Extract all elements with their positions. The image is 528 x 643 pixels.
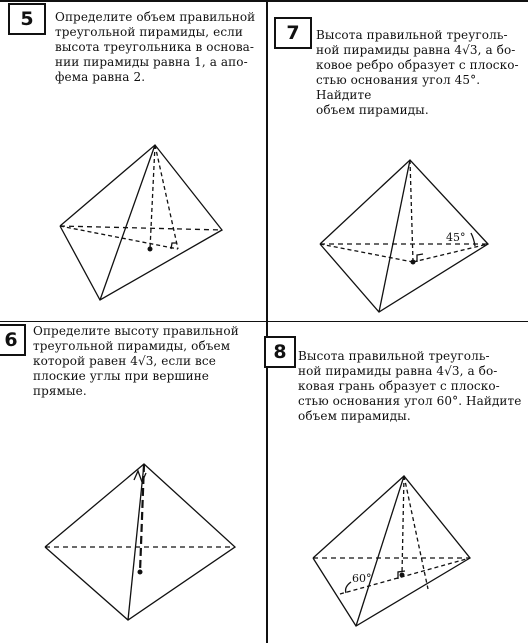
- text-line: Определите высоту правильной: [33, 324, 239, 338]
- text-line: Высота правильной треуголь-: [316, 28, 508, 42]
- angle-label: 45°: [446, 231, 466, 244]
- problem-number: 5: [8, 3, 46, 35]
- pyramid-figure: [268, 0, 528, 321]
- text-line: высота треугольника в основа-: [55, 40, 255, 54]
- text-line: треугольной пирамиды, если: [55, 25, 243, 39]
- problem-number: 8: [264, 336, 296, 368]
- text-line: стью основания угол 45°. Найдите: [316, 73, 481, 102]
- text-line: ковое ребро образует с плоско-: [316, 58, 519, 72]
- text-line: ной пирамиды равна 4√3, а бо-: [298, 364, 498, 378]
- problem-8-panel: [268, 322, 528, 643]
- text-line: стью основания угол 60°. Найдите: [298, 394, 522, 408]
- text-line: фема равна 2.: [55, 70, 146, 84]
- text-line: ной пирамиды равна 4√3, а бо-: [316, 43, 516, 57]
- text-line: объем пирамиды.: [316, 103, 429, 117]
- pyramid-figure: [0, 0, 266, 321]
- text-line: треугольной пирамиды, объем: [33, 339, 231, 353]
- pyramid-figure: [268, 322, 528, 643]
- problem-number: 7: [274, 17, 312, 49]
- text-line: плоские углы при вершине: [33, 369, 210, 383]
- text-line: Определите объем правильной: [55, 10, 256, 24]
- problem-5-panel: [0, 0, 266, 321]
- problem-number: 6: [0, 324, 26, 356]
- text-line: объем пирамиды.: [298, 409, 411, 423]
- text-line: ковая грань образует с плоско-: [298, 379, 500, 393]
- text-line: нии пирамиды равна 1, а апо-: [55, 55, 248, 69]
- pyramid-figure: [0, 322, 266, 643]
- text-line: прямые.: [33, 384, 87, 398]
- problem-7-panel: [268, 0, 528, 321]
- problem-6-panel: [0, 322, 266, 643]
- text-line: Высота правильной треуголь-: [298, 349, 490, 363]
- text-line: которой равен 4√3, если все: [33, 354, 216, 368]
- angle-label: 60°: [352, 572, 372, 585]
